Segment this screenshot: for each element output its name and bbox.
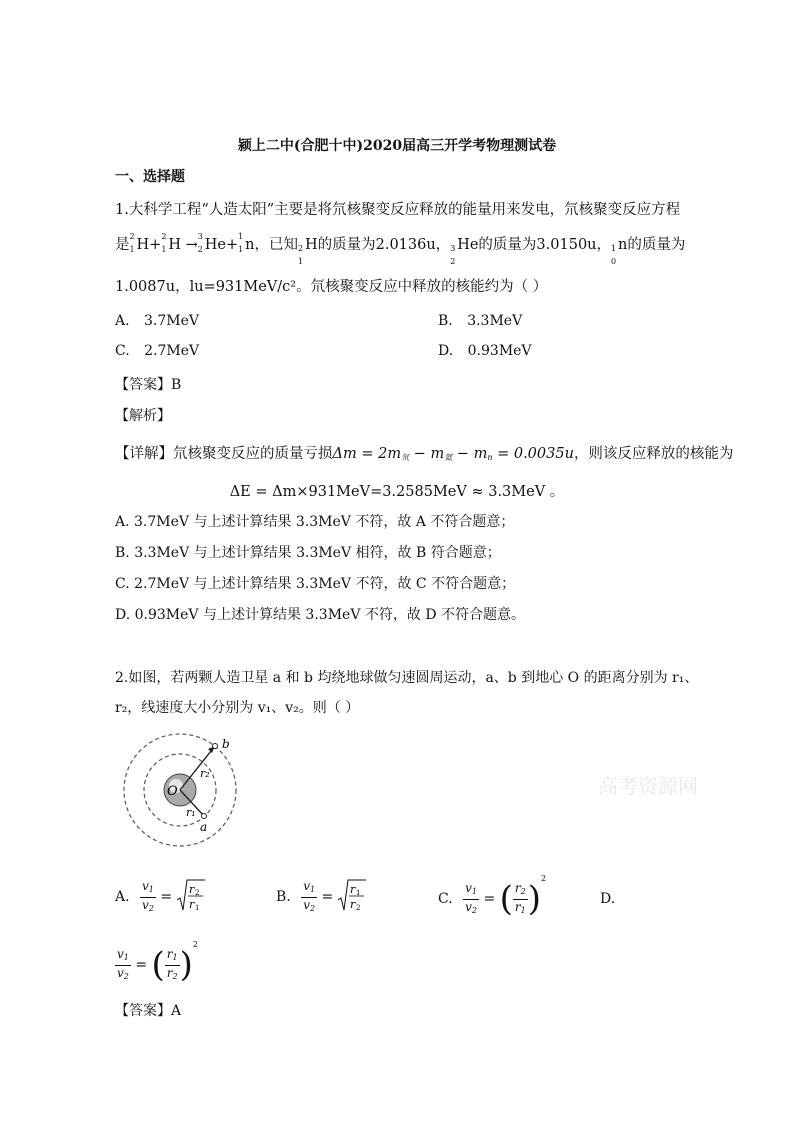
label-r1: r₁ xyxy=(186,806,196,819)
q1-explanation-b: B. 3.3MeV 与上述计算结果 3.3MeV 相符，故 B 符合题意； xyxy=(115,545,501,561)
option-label: A. xyxy=(115,313,130,329)
option-label: B. xyxy=(438,313,453,329)
q1-option-b xyxy=(438,313,522,329)
formula-c-rhs: $\frac{r_2}{r_1}$ xyxy=(514,880,526,915)
option-label: D. xyxy=(438,343,454,359)
label-b: b xyxy=(222,737,230,751)
radius-r2 xyxy=(180,746,215,790)
q2-option-b: B. $\frac{v_1}{v_2}$ = r 1 r 2 xyxy=(276,878,366,916)
formula-a-lhs: $\frac{v_1}{v_2}$ xyxy=(142,878,154,913)
option-text: 2.7MeV xyxy=(144,343,200,359)
option-text: 0.93MeV xyxy=(467,343,532,359)
formula-b-rhs xyxy=(338,878,366,916)
mass-defect-formula: $\Delta m = 2m_氘 - m_氦 - m_n = 0.0035u$ xyxy=(332,446,574,462)
svg-text:r: r xyxy=(188,883,194,896)
q2-stem-line1: 2.如图，若两颗人造卫星 a 和 b 均绕地球做匀速圆周运动，a、b 到地心 O 的距离分别为 r₁、 xyxy=(115,670,699,686)
svg-text:1: 1 xyxy=(355,889,361,897)
orbit-figure xyxy=(118,730,248,850)
q1-explanation-d: D. 0.93MeV 与上述计算结果 3.3MeV 不符，故 D 不符合题意。 xyxy=(115,607,525,623)
option-text: 3.7MeV xyxy=(144,313,200,329)
q1-mass-h: H的质量为2.0136u， xyxy=(304,237,451,253)
q1-mass-n: n的质量为 xyxy=(618,237,686,253)
svg-text:1: 1 xyxy=(194,904,199,912)
formula-b-lhs: $\frac{v_1}{v_2}$ xyxy=(303,878,316,913)
formula-c-lhs: $\frac{v_1}{v_2}$ xyxy=(465,880,477,915)
q2-option-d: D. xyxy=(600,891,616,907)
q1-detail-suffix: ，则该反应释放的核能为 xyxy=(573,446,734,462)
q1-eq-prefix: 是 xyxy=(115,237,130,253)
q1-eq-mid: ，已知 xyxy=(254,237,298,253)
watermark: 高考资源网 xyxy=(598,774,698,798)
q1-detail-prefix: 【详解】氘核聚变反应的质量亏损 xyxy=(115,446,333,462)
option-label: A. xyxy=(115,889,130,905)
section-heading: 一、选择题 xyxy=(115,169,185,185)
q1-option-a xyxy=(115,313,199,329)
q2-option-c: C. $\frac{v_1}{v_2}$ = ( $\frac{r_2}{r_1}$ )$^2$ xyxy=(438,874,547,919)
formula-d-lhs: $\frac{v_1}{v_2}$ xyxy=(117,946,129,981)
q1-option-d xyxy=(438,343,532,359)
q2-option-a: A. $\frac{v_1}{v_2}$ = r 2 r 1 xyxy=(115,878,205,916)
label-o: O xyxy=(167,784,178,799)
option-label: C. xyxy=(115,343,130,359)
q1-stem-line2: 是 2 1 H+ 2 1 H → 3 2 He+ 1 1 n，已知 2 1 H的质量为2.0136u， 3 2 He的质量为3.0150u， 1 0 n的质量为 xyxy=(115,232,686,266)
q2-option-d-formula: $\frac{v_1}{v_2}$ = ( $\frac{r_1}{r_2}$ )$^2$ xyxy=(117,940,198,985)
formula-d-rhs: $\frac{r_1}{r_2}$ xyxy=(166,946,178,981)
option-label: C. xyxy=(438,891,453,907)
svg-text:r: r xyxy=(349,883,355,896)
q1-explanation-c: C. 2.7MeV 与上述计算结果 3.3MeV 不符，故 C 不符合题意； xyxy=(115,576,516,592)
q1-option-c xyxy=(115,343,199,359)
svg-text:r: r xyxy=(188,898,194,911)
option-label: B. xyxy=(276,889,291,905)
option-text: 3.3MeV xyxy=(467,313,523,329)
label-a: a xyxy=(200,820,208,834)
label-r2: r₂ xyxy=(200,767,210,780)
q1-analysis-heading: 【解析】 xyxy=(115,408,171,424)
satellite-a xyxy=(202,814,207,819)
formula-a-rhs xyxy=(177,878,205,916)
q1-stem-line3: 1.0087u，lu=931MeV/c²。氘核聚变反应中释放的核能约为（ ） xyxy=(115,279,548,295)
q1-energy-equation: ΔE = Δm×931MeV=3.2585MeV ≈ 3.3MeV 。 xyxy=(229,484,565,500)
q2-stem-line2: r₂，线速度大小分别为 v₁、v₂。则（ ） xyxy=(115,700,360,716)
q2-answer: 【答案】A xyxy=(115,1003,182,1019)
page-title: 颍上二中(合肥十中)2020届高三开学考物理测试卷 xyxy=(237,138,557,154)
q1-mass-he: He的质量为3.0150u， xyxy=(457,237,612,253)
satellite-b xyxy=(213,744,218,749)
q1-answer: 【答案】B xyxy=(115,377,182,393)
q1-stem-line1: 1.大科学工程“人造太阳”主要是将氘核聚变反应释放的能量用来发电，氘核聚变反应方程 xyxy=(115,202,681,218)
q1-explanation-a: A. 3.7MeV 与上述计算结果 3.3MeV 不符，故 A 不符合题意； xyxy=(115,514,515,530)
svg-text:2: 2 xyxy=(194,889,199,897)
svg-text:r: r xyxy=(349,898,355,911)
q1-detail xyxy=(115,442,733,463)
svg-text:2: 2 xyxy=(355,904,361,912)
